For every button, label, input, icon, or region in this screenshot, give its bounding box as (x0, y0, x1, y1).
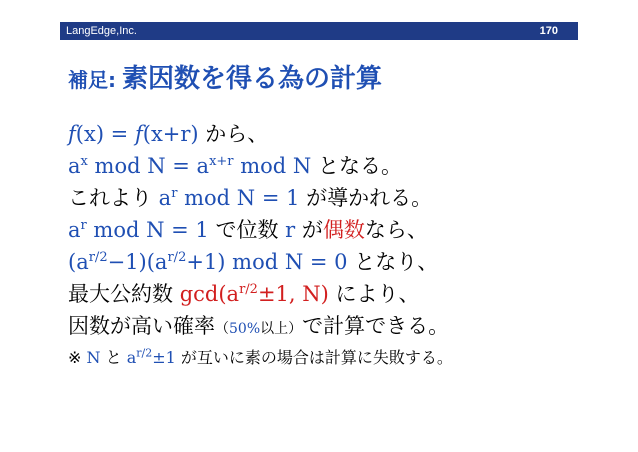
body-line-5 (68, 246, 628, 278)
title-main: 素因数を得る為の計算 (122, 64, 383, 94)
math-base: a (152, 186, 172, 210)
math-expr: (x+r) (142, 122, 199, 146)
text: が互いに素の場合は計算に失敗する。 (175, 348, 453, 367)
slide-page-number: 170 (539, 25, 558, 37)
math-r: r (285, 218, 296, 242)
text: ※ (68, 348, 87, 367)
body-line-4 (68, 214, 628, 246)
math-expr: mod N = a (87, 154, 210, 178)
math-sup: r/2 (88, 250, 108, 265)
gcd-sup: r/2 (239, 282, 258, 297)
text: で計算できる。 (302, 314, 450, 338)
math-base: a (126, 348, 137, 367)
math-expr: mod N = 1 (177, 186, 300, 210)
body-line-3 (68, 182, 628, 214)
math-expr: (x) = (75, 122, 135, 146)
gcd-expr: ±1, N) (257, 282, 329, 306)
text: なら、 (364, 218, 428, 242)
header-organization: LangEdge,Inc. (66, 25, 137, 37)
body-line-1 (68, 118, 628, 150)
text: が (295, 218, 323, 242)
body-line-6 (68, 278, 628, 310)
math-expr: mod N = 1 (86, 218, 209, 242)
math-expr: (a (68, 250, 89, 274)
title-label: 補足: (68, 68, 116, 92)
emphasis-even: 偶数 (322, 218, 365, 242)
slide-body (68, 118, 628, 374)
slide-title (68, 58, 382, 95)
math-base: a (68, 154, 81, 178)
math-base: a (68, 218, 81, 242)
gcd-expr: gcd(a (179, 282, 240, 306)
math-expr: ±1 (152, 348, 176, 367)
probability-note: （50%以上） (215, 321, 303, 337)
text: と (100, 348, 127, 367)
math-f: 𝑓 (134, 122, 143, 146)
text: となり、 (347, 250, 439, 274)
math-sup: r (80, 218, 87, 233)
text: から、 (198, 122, 269, 146)
text: となる。 (311, 154, 402, 178)
math-sup: x+r (209, 154, 234, 169)
math-n: N (86, 348, 101, 367)
text: で位数 (208, 218, 286, 242)
footnote (68, 342, 628, 374)
math-expr: mod N (233, 154, 312, 178)
text: により、 (328, 282, 420, 306)
math-sup: r (171, 186, 178, 201)
text: 因数が高い確率 (68, 314, 215, 338)
text: が導かれる。 (299, 186, 433, 210)
math-expr: +1) mod N = 0 (186, 250, 348, 274)
math-sup: r/2 (136, 346, 153, 360)
math-expr: −1)(a (107, 250, 168, 274)
math-sup: r/2 (167, 250, 187, 265)
text: これより (68, 186, 152, 210)
math-sup: x (80, 154, 88, 169)
body-line-7 (68, 310, 628, 342)
text: 最大公約数 (68, 282, 180, 306)
math-f: 𝑓 (68, 122, 76, 146)
slide-header-bar (60, 22, 578, 40)
body-line-2 (68, 150, 628, 182)
